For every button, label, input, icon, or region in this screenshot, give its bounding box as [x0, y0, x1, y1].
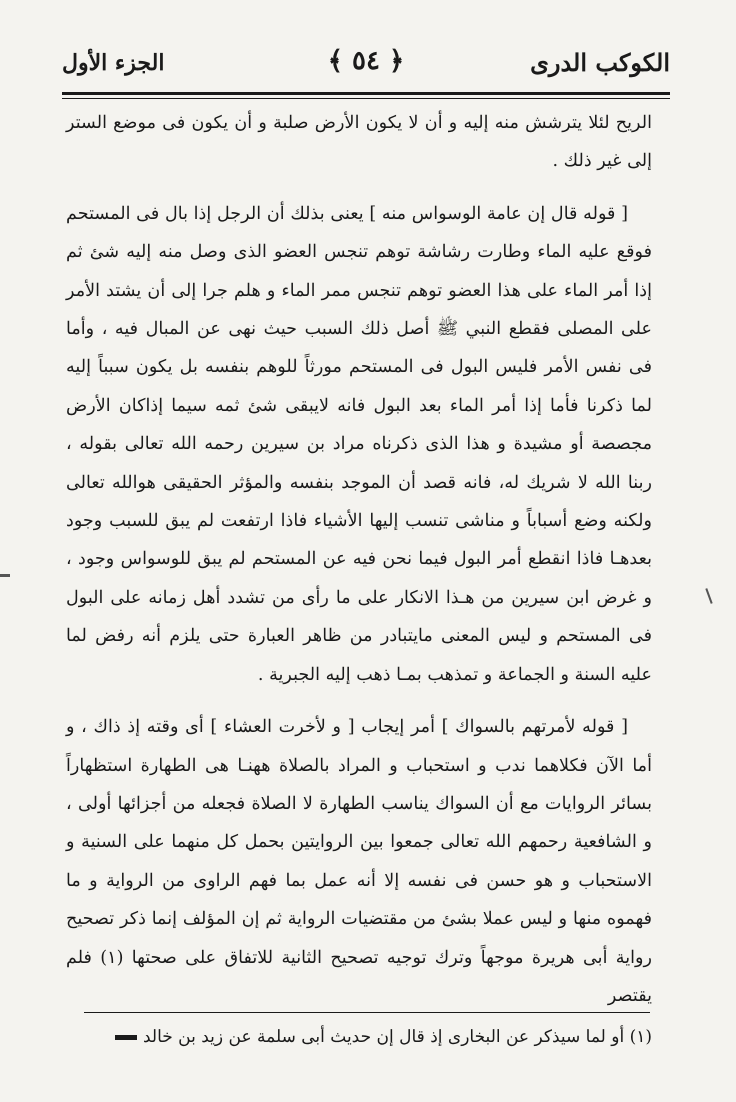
- footnote: [62, 1022, 652, 1052]
- main-text: [66, 104, 652, 1015]
- header-rule-thin: [62, 98, 670, 99]
- continuation-dash: [115, 1035, 137, 1040]
- footnote-separator: [84, 1012, 650, 1013]
- page-number: ﴿ ٥٤ ﴾: [327, 46, 405, 76]
- volume-label: الجزء الأول: [62, 50, 165, 76]
- header-rule-thick: [62, 92, 670, 95]
- paragraph-2: [ قوله قال إن عامة الوسواس منه ] يعنى بذلك أن الرجل إذا بال فى المستحم فوقع عليه الماء وطارت رشاشة توهم تنجس العضو الذى وصل منه إليه شئ ثم إذا أمر الماء على هذا العضو توهم تنجس ممر الماء و هلم جرا إلى أن يشتد الأمر على المصلى فقطع النبي ﷺ أصل ذلك السبب حيث نهى عن المبال فيه ، وأما فى نفس الأمر فليس البول فى المستحم مورثاً للوهم بنفسه بل يكون سبباً إليه لما ذكرنا فأما إذا أمر الماء بعد البول فانه لايبقى شئ ثمه سيما إذاكان الأرض مجصصة أو مشيدة و هذا الذى ذكرناه مراد بن سيرين رحمه الله تعالى بقوله ، ربنا الله لا شريك له، فانه قصد أن الموجد بنفسه والمؤثر الحقيقى هوالله تعالى ولكنه وضع أسباباً و مناشى تنسب إليها الأشياء فاذا ارتفعت لم يبق للسبب وجود بعدهـا فاذا انقطع أمر البول فيما نحن فيه عن المستحم لم يبق للوسواس وجود ، و غرض ابن سيرين من هـذا الانكار على ما رأى من تشدد أهل زمانه على البول فى المستحم و ليس المعنى مايتبادر من ظاهر العبارة حتى يلزم أنه رفض لما عليه السنة و الجماعة و تمذهب بمـا ذهب إليه الجبرية .: [66, 203, 652, 685]
- paragraph-1: الريح لئلا يترشش منه إليه و أن لا يكون الأرض صلبة و أن يكون فى موضع الستر إلى غير ذلك .: [66, 113, 652, 172]
- book-title: الكوكب الدرى: [530, 48, 670, 77]
- margin-mark-left: [0, 574, 10, 577]
- paragraph-3: [ قوله لأمرتهم بالسواك ] أمر إيجاب [ و لأخرت العشاء ] أى وقته إذ ذاك ، و أما الآن فكلاهما ندب و استحباب و المراد بالصلاة ههنـا هى الطهارة استظهاراً بسائر الروايات مع أن السواك يناسب الطهارة لا الصلاة فجعله من أجزائها أولى ، و الشافعية رحمهم الله تعالى جمعوا بين الروايتين بحمل كل منهما على السنية و الاستحباب و هو حسن فى نفسه إلا أنه عمل بما فهم الراوى من الرواية و ما فهموه منها و ليس عملا بشئ من مقتضيات الرواية ثم إن المؤلف إنما ذكر تصحيح رواية أبى هريرة موجهاً وترك توجيه تصحيح الثانية للاتفاق على صحتها (١) فلم يقتصر: [66, 717, 653, 1006]
- margin-mark-right: [705, 588, 712, 604]
- page-header: [62, 40, 670, 92]
- footnote-text: (١) أو لما سيذكر عن البخارى إذ قال إن حديث أبى سلمة عن زيد بن خالد: [142, 1027, 652, 1047]
